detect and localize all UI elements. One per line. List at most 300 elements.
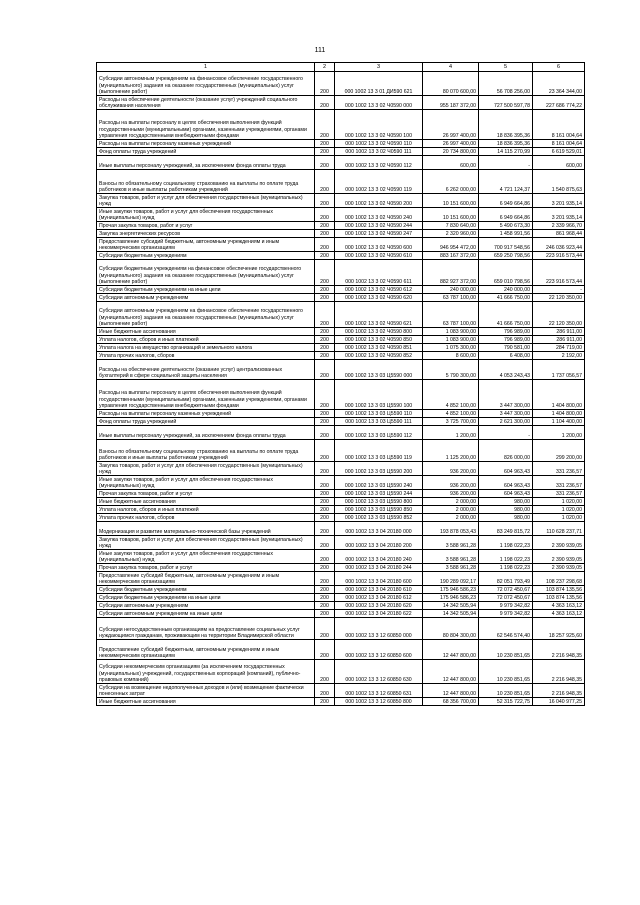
row-code: 200 bbox=[315, 222, 335, 230]
row-unexecuted-amount: 284 719,00 bbox=[533, 344, 585, 352]
table-row bbox=[97, 618, 585, 640]
row-description: Расходы на выплаты персоналу казенных учреждений bbox=[97, 410, 315, 418]
row-approved-amount: 4 852 100,00 bbox=[423, 380, 479, 410]
table-row bbox=[97, 698, 585, 706]
table-row bbox=[97, 140, 585, 148]
row-classification-code: 000 1002 13 3 02 Ч0590 244 bbox=[335, 222, 423, 230]
row-executed-amount: 18 836 395,36 bbox=[479, 140, 533, 148]
row-classification-code: 000 1002 13 3 12 60850 600 bbox=[335, 640, 423, 660]
row-code: 200 bbox=[315, 110, 335, 140]
table-row bbox=[97, 328, 585, 336]
row-approved-amount: 936 200,00 bbox=[423, 462, 479, 476]
row-executed-amount: 1 198 022,23 bbox=[479, 564, 533, 572]
table-row bbox=[97, 610, 585, 618]
row-description: Модернизация и развитие материально-технической базы учреждений bbox=[97, 522, 315, 536]
row-classification-code: 000 1002 13 3 02 Ч0590 851 bbox=[335, 344, 423, 352]
row-classification-code: 000 1002 13 3 03 Ц5590 800 bbox=[335, 498, 423, 506]
row-code: 200 bbox=[315, 564, 335, 572]
row-description: Субсидии негосударственным организациям на предоставление социальных услуг нуждающимся гражданам, проживающим на территории Владимирской области bbox=[97, 618, 315, 640]
row-unexecuted-amount: 3 201 935,14 bbox=[533, 208, 585, 222]
row-classification-code: 000 1002 13 3 04 20180 612 bbox=[335, 594, 423, 602]
row-classification-code: 000 1002 13 3 04 20180 610 bbox=[335, 586, 423, 594]
row-executed-amount: 604 963,43 bbox=[479, 462, 533, 476]
row-executed-amount: 83 249 815,72 bbox=[479, 522, 533, 536]
row-approved-amount: 936 200,00 bbox=[423, 476, 479, 490]
row-executed-amount: 18 836 395,36 bbox=[479, 110, 533, 140]
row-code: 200 bbox=[315, 208, 335, 222]
row-unexecuted-amount: 223 916 573,44 bbox=[533, 260, 585, 286]
row-unexecuted-amount: 2 390 939,05 bbox=[533, 536, 585, 550]
row-code: 200 bbox=[315, 410, 335, 418]
row-executed-amount: 1 198 022,23 bbox=[479, 550, 533, 564]
row-unexecuted-amount: 103 874 135,56 bbox=[533, 586, 585, 594]
row-code: 200 bbox=[315, 96, 335, 110]
row-description: Закупка товаров, работ и услуг для обеспечения государственных (муниципальных) нужд bbox=[97, 536, 315, 550]
row-unexecuted-amount: 108 237 298,68 bbox=[533, 572, 585, 586]
row-code: 200 bbox=[315, 462, 335, 476]
row-description: Уплата налогов, сборов и иных платежей bbox=[97, 336, 315, 344]
table-row bbox=[97, 498, 585, 506]
row-description: Субсидии некоммерческим организациям (за исключением государственных (муниципальных) учреждений, государственных корпораций (компаний), публично-правовых компаний) bbox=[97, 660, 315, 684]
row-executed-amount: 2 621 300,00 bbox=[479, 418, 533, 426]
row-code: 200 bbox=[315, 498, 335, 506]
row-approved-amount: 600,00 bbox=[423, 156, 479, 170]
row-description: Субсидии бюджетным учреждениям bbox=[97, 586, 315, 594]
row-executed-amount: 604 963,43 bbox=[479, 476, 533, 490]
row-code: 200 bbox=[315, 302, 335, 328]
row-code: 200 bbox=[315, 506, 335, 514]
row-unexecuted-amount: 103 874 135,56 bbox=[533, 594, 585, 602]
row-unexecuted-amount: 861 968,44 bbox=[533, 230, 585, 238]
row-code: 200 bbox=[315, 550, 335, 564]
table-row bbox=[97, 572, 585, 586]
table-row bbox=[97, 506, 585, 514]
row-code: 200 bbox=[315, 260, 335, 286]
row-approved-amount: 882 927 372,00 bbox=[423, 260, 479, 286]
row-executed-amount: 6 408,00 bbox=[479, 352, 533, 360]
row-executed-amount: 56 708 256,00 bbox=[479, 72, 533, 96]
row-code: 200 bbox=[315, 170, 335, 194]
table-row bbox=[97, 230, 585, 238]
row-approved-amount: 175 946 586,23 bbox=[423, 586, 479, 594]
row-approved-amount: 1 200,00 bbox=[423, 426, 479, 440]
row-description: Прочая закупка товаров, работ и услуг bbox=[97, 222, 315, 230]
row-approved-amount: 1 083 900,00 bbox=[423, 336, 479, 344]
row-executed-amount: 3 447 300,00 bbox=[479, 410, 533, 418]
row-classification-code: 000 1002 13 3 03 Ц5590 119 bbox=[335, 440, 423, 462]
row-classification-code: 000 1002 13 3 02 Ч0590 600 bbox=[335, 238, 423, 252]
row-classification-code: 000 1002 13 3 02 Ч0590 620 bbox=[335, 294, 423, 302]
row-executed-amount: 1 198 022,23 bbox=[479, 536, 533, 550]
row-approved-amount: 6 262 000,00 bbox=[423, 170, 479, 194]
row-executed-amount: 14 115 270,99 bbox=[479, 148, 533, 156]
row-unexecuted-amount: 286 911,00 bbox=[533, 328, 585, 336]
row-executed-amount: - bbox=[479, 156, 533, 170]
table-row bbox=[97, 286, 585, 294]
row-classification-code: 000 1002 13 3 04 20180 622 bbox=[335, 610, 423, 618]
row-approved-amount: 5 790 300,00 bbox=[423, 360, 479, 380]
row-unexecuted-amount: 2 216 948,35 bbox=[533, 660, 585, 684]
row-unexecuted-amount: 1 104 400,00 bbox=[533, 418, 585, 426]
budget-table bbox=[96, 62, 585, 706]
table-row bbox=[97, 380, 585, 410]
row-approved-amount: 20 734 800,00 bbox=[423, 148, 479, 156]
row-approved-amount: 175 946 586,23 bbox=[423, 594, 479, 602]
row-description: Взносы по обязательному социальному страхованию на выплаты по оплате труда работников и иные выплаты работникам учреждений bbox=[97, 170, 315, 194]
table-row bbox=[97, 418, 585, 426]
row-approved-amount: 190 289 092,17 bbox=[423, 572, 479, 586]
row-code: 200 bbox=[315, 522, 335, 536]
table-row bbox=[97, 522, 585, 536]
row-approved-amount: 12 447 800,00 bbox=[423, 660, 479, 684]
row-classification-code: 000 1002 13 3 03 Ц5590 100 bbox=[335, 380, 423, 410]
row-code: 200 bbox=[315, 476, 335, 490]
table-row bbox=[97, 476, 585, 490]
row-executed-amount: 6 949 664,86 bbox=[479, 208, 533, 222]
row-code: 200 bbox=[315, 286, 335, 294]
table-row bbox=[97, 602, 585, 610]
row-description: Субсидии бюджетным учреждениям на иные цели bbox=[97, 286, 315, 294]
row-classification-code: 000 1002 13 3 02 Ч0590 852 bbox=[335, 352, 423, 360]
row-code: 200 bbox=[315, 230, 335, 238]
row-executed-amount: 980,00 bbox=[479, 514, 533, 522]
table-row bbox=[97, 550, 585, 564]
row-unexecuted-amount: 600,00 bbox=[533, 156, 585, 170]
row-description: Уплата налогов, сборов и иных платежей bbox=[97, 506, 315, 514]
table-row bbox=[97, 72, 585, 96]
table-row bbox=[97, 684, 585, 698]
row-classification-code: 000 1002 13 3 04 20180 000 bbox=[335, 522, 423, 536]
row-executed-amount: - bbox=[479, 426, 533, 440]
row-description: Фонд оплаты труда учреждений bbox=[97, 418, 315, 426]
row-executed-amount: 9 979 342,82 bbox=[479, 610, 533, 618]
row-unexecuted-amount: 1 540 875,63 bbox=[533, 170, 585, 194]
row-executed-amount: 659 250 798,56 bbox=[479, 252, 533, 260]
table-row bbox=[97, 194, 585, 208]
row-description: Субсидии бюджетным учреждениям на иные цели bbox=[97, 594, 315, 602]
row-approved-amount: 1 075 300,00 bbox=[423, 344, 479, 352]
row-unexecuted-amount: 23 364 344,00 bbox=[533, 72, 585, 96]
row-description: Расходы на выплаты персоналу в целях обеспечения выполнения функций государственными (муниципальными) органами, казенными учреждениями, органами управления государственными внебюджетными фондами bbox=[97, 110, 315, 140]
row-code: 200 bbox=[315, 194, 335, 208]
row-unexecuted-amount: 6 619 529,01 bbox=[533, 148, 585, 156]
row-code: 200 bbox=[315, 380, 335, 410]
table-row bbox=[97, 594, 585, 602]
row-code: 200 bbox=[315, 610, 335, 618]
row-approved-amount: 240 000,00 bbox=[423, 286, 479, 294]
row-description: Предоставление субсидий бюджетным, автономным учреждениям и иным некоммерческим организациям bbox=[97, 640, 315, 660]
row-classification-code: 000 1002 13 3 02 Ч0590 800 bbox=[335, 328, 423, 336]
row-classification-code: 000 1002 13 3 02 Ч0590 119 bbox=[335, 170, 423, 194]
row-description: Фонд оплаты труда учреждений bbox=[97, 148, 315, 156]
row-approved-amount: 8 600,00 bbox=[423, 352, 479, 360]
row-executed-amount: 700 917 548,56 bbox=[479, 238, 533, 252]
row-executed-amount: 790 581,00 bbox=[479, 344, 533, 352]
row-unexecuted-amount: 8 161 004,64 bbox=[533, 110, 585, 140]
table-row bbox=[97, 170, 585, 194]
table-row bbox=[97, 564, 585, 572]
row-unexecuted-amount: 1 020,00 bbox=[533, 506, 585, 514]
row-unexecuted-amount: 246 036 923,44 bbox=[533, 238, 585, 252]
row-unexecuted-amount: 8 161 004,64 bbox=[533, 140, 585, 148]
row-approved-amount: 3 588 961,28 bbox=[423, 564, 479, 572]
row-code: 200 bbox=[315, 140, 335, 148]
row-approved-amount: 3 588 961,28 bbox=[423, 550, 479, 564]
row-classification-code: 000 1002 13 3 12 60850 631 bbox=[335, 684, 423, 698]
row-description: Уплата прочих налогов, сборов bbox=[97, 514, 315, 522]
row-description: Субсидии автономным учреждениям bbox=[97, 602, 315, 610]
row-executed-amount: 6 949 664,86 bbox=[479, 194, 533, 208]
table-row bbox=[97, 260, 585, 286]
row-code: 200 bbox=[315, 294, 335, 302]
row-approved-amount: 3 588 961,28 bbox=[423, 536, 479, 550]
row-description: Иные бюджетные ассигнования bbox=[97, 328, 315, 336]
header-cell: 4 bbox=[423, 63, 479, 72]
row-executed-amount: 4 053 243,43 bbox=[479, 360, 533, 380]
row-unexecuted-amount: 2 390 939,05 bbox=[533, 564, 585, 572]
row-description: Субсидии автономным учреждениям на финансовое обеспечение государственного (муниципального) задания на оказание государственных (муниципальных) услуг (выполнение работ) bbox=[97, 72, 315, 96]
row-code: 200 bbox=[315, 426, 335, 440]
row-unexecuted-amount: 1 020,00 bbox=[533, 498, 585, 506]
row-executed-amount: 980,00 bbox=[479, 498, 533, 506]
row-description: Закупка товаров, работ и услуг для обеспечения государственных (муниципальных) нужд bbox=[97, 194, 315, 208]
row-approved-amount: 3 725 700,00 bbox=[423, 418, 479, 426]
row-approved-amount: 10 151 600,00 bbox=[423, 208, 479, 222]
row-unexecuted-amount: 4 363 163,12 bbox=[533, 602, 585, 610]
row-code: 200 bbox=[315, 594, 335, 602]
row-code: 200 bbox=[315, 660, 335, 684]
row-classification-code: 000 1002 13 3 03 Ц5590 111 bbox=[335, 418, 423, 426]
row-classification-code: 000 1002 13 3 02 Ч0590 000 bbox=[335, 96, 423, 110]
row-description: Субсидии бюджетным учреждениям bbox=[97, 252, 315, 260]
row-executed-amount: 604 963,43 bbox=[479, 490, 533, 498]
table-row bbox=[97, 660, 585, 684]
row-description: Уплата налога на имущество организаций и земельного налога bbox=[97, 344, 315, 352]
table-row bbox=[97, 222, 585, 230]
row-approved-amount: 1 083 900,00 bbox=[423, 328, 479, 336]
row-description: Расходы на обеспечение деятельности (оказание услуг) учреждений социального обслуживания населения bbox=[97, 96, 315, 110]
row-description: Иные выплаты персоналу учреждений, за исключением фонда оплаты труда bbox=[97, 426, 315, 440]
row-approved-amount: 12 447 800,00 bbox=[423, 640, 479, 660]
row-classification-code: 000 1002 13 3 12 60850 630 bbox=[335, 660, 423, 684]
row-code: 200 bbox=[315, 360, 335, 380]
row-approved-amount: 7 830 640,00 bbox=[423, 222, 479, 230]
row-executed-amount: 10 230 851,65 bbox=[479, 684, 533, 698]
row-description: Иные закупки товаров, работ и услуг для обеспечения государственных (муниципальных) нужд bbox=[97, 208, 315, 222]
row-description: Субсидии бюджетным учреждениям на финансовое обеспечение государственного (муниципального) задания на оказание государственных (муниципальных) услуг (выполнение работ) bbox=[97, 260, 315, 286]
row-description: Иные закупки товаров, работ и услуг для обеспечения государственных (муниципальных) нужд bbox=[97, 476, 315, 490]
row-code: 200 bbox=[315, 72, 335, 96]
row-classification-code: 000 1002 13 3 02 Ч0590 612 bbox=[335, 286, 423, 294]
table-row bbox=[97, 336, 585, 344]
row-unexecuted-amount: 227 686 774,22 bbox=[533, 96, 585, 110]
row-executed-amount: 727 500 597,78 bbox=[479, 96, 533, 110]
row-description: Закупка энергетических ресурсов bbox=[97, 230, 315, 238]
row-description: Прочая закупка товаров, работ и услуг bbox=[97, 564, 315, 572]
row-unexecuted-amount: 1 020,00 bbox=[533, 514, 585, 522]
row-classification-code: 000 1002 13 3 02 Ч0590 850 bbox=[335, 336, 423, 344]
row-unexecuted-amount: 331 236,57 bbox=[533, 490, 585, 498]
row-approved-amount: 2 320 960,00 bbox=[423, 230, 479, 238]
row-approved-amount: 80 070 600,00 bbox=[423, 72, 479, 96]
row-code: 200 bbox=[315, 698, 335, 706]
row-code: 200 bbox=[315, 148, 335, 156]
row-classification-code: 000 1002 13 3 02 Ч0590 110 bbox=[335, 140, 423, 148]
row-unexecuted-amount: 22 120 350,00 bbox=[533, 302, 585, 328]
row-approved-amount: 936 200,00 bbox=[423, 490, 479, 498]
row-code: 200 bbox=[315, 336, 335, 344]
row-classification-code: 000 1002 13 3 02 Ч0590 240 bbox=[335, 208, 423, 222]
table-row bbox=[97, 344, 585, 352]
row-description: Расходы на выплаты персоналу в целях обеспечения выполнения функций государственными (муниципальными) органами, казенными учреждениями, органами управления государственными внебюджетными фондами bbox=[97, 380, 315, 410]
row-classification-code: 000 1002 13 3 02 Ч0590 621 bbox=[335, 302, 423, 328]
row-code: 200 bbox=[315, 352, 335, 360]
row-code: 200 bbox=[315, 586, 335, 594]
row-executed-amount: 41 666 750,00 bbox=[479, 302, 533, 328]
row-classification-code: 000 1002 13 3 03 Ц5590 200 bbox=[335, 462, 423, 476]
row-unexecuted-amount: 2 216 948,35 bbox=[533, 640, 585, 660]
row-approved-amount: 2 000,00 bbox=[423, 506, 479, 514]
row-code: 200 bbox=[315, 514, 335, 522]
row-unexecuted-amount: 286 911,00 bbox=[533, 336, 585, 344]
row-description: Иные бюджетные ассигнования bbox=[97, 698, 315, 706]
row-executed-amount: 52 315 722,75 bbox=[479, 698, 533, 706]
row-classification-code: 000 1002 13 3 02 Ч0590 200 bbox=[335, 194, 423, 208]
table-row bbox=[97, 110, 585, 140]
table-row bbox=[97, 148, 585, 156]
row-unexecuted-amount: 331 236,57 bbox=[533, 476, 585, 490]
row-classification-code: 000 1002 13 3 02 Ч0590 611 bbox=[335, 260, 423, 286]
row-description: Субсидии на возмещение недополученных доходов и (или) возмещение фактически понесенных затрат bbox=[97, 684, 315, 698]
row-classification-code: 000 1002 13 3 04 20180 620 bbox=[335, 602, 423, 610]
row-code: 200 bbox=[315, 536, 335, 550]
table-row bbox=[97, 514, 585, 522]
row-executed-amount: 62 546 574,40 bbox=[479, 618, 533, 640]
row-unexecuted-amount: 110 628 237,71 bbox=[533, 522, 585, 536]
row-approved-amount: 26 997 400,00 bbox=[423, 110, 479, 140]
table-row bbox=[97, 360, 585, 380]
row-unexecuted-amount: 2 339 966,70 bbox=[533, 222, 585, 230]
table-row bbox=[97, 302, 585, 328]
row-classification-code: 000 1002 13 3 03 Ц5590 240 bbox=[335, 476, 423, 490]
row-approved-amount: 26 997 400,00 bbox=[423, 140, 479, 148]
row-code: 200 bbox=[315, 344, 335, 352]
table-row bbox=[97, 208, 585, 222]
row-approved-amount: 68 356 700,00 bbox=[423, 698, 479, 706]
row-description: Иные бюджетные ассигнования bbox=[97, 498, 315, 506]
row-code: 200 bbox=[315, 640, 335, 660]
table-row bbox=[97, 96, 585, 110]
row-unexecuted-amount: 331 236,57 bbox=[533, 462, 585, 476]
row-approved-amount: 80 804 300,00 bbox=[423, 618, 479, 640]
table-row bbox=[97, 640, 585, 660]
header-row bbox=[97, 63, 585, 72]
table-row bbox=[97, 426, 585, 440]
row-executed-amount: 1 458 991,56 bbox=[479, 230, 533, 238]
row-executed-amount: 10 230 851,65 bbox=[479, 660, 533, 684]
row-approved-amount: 1 125 200,00 bbox=[423, 440, 479, 462]
row-executed-amount: 9 979 342,82 bbox=[479, 602, 533, 610]
row-unexecuted-amount: - bbox=[533, 286, 585, 294]
row-classification-code: 000 1002 13 3 04 20180 600 bbox=[335, 572, 423, 586]
row-unexecuted-amount: 1 404 800,00 bbox=[533, 380, 585, 410]
row-description: Расходы на выплаты персоналу казенных учреждений bbox=[97, 140, 315, 148]
header-cell: 5 bbox=[479, 63, 533, 72]
row-description: Уплата прочих налогов, сборов bbox=[97, 352, 315, 360]
row-description: Субсидии автономным учреждениям на иные цели bbox=[97, 610, 315, 618]
row-classification-code: 000 1002 13 3 02 Ч0590 112 bbox=[335, 156, 423, 170]
table-row bbox=[97, 536, 585, 550]
table-row bbox=[97, 156, 585, 170]
row-unexecuted-amount: 223 916 573,44 bbox=[533, 252, 585, 260]
row-approved-amount: 10 151 600,00 bbox=[423, 194, 479, 208]
row-approved-amount: 2 000,00 bbox=[423, 514, 479, 522]
row-executed-amount: 72 072 450,67 bbox=[479, 586, 533, 594]
row-unexecuted-amount: 1 737 056,57 bbox=[533, 360, 585, 380]
row-approved-amount: 946 954 472,00 bbox=[423, 238, 479, 252]
row-approved-amount: 63 787 100,00 bbox=[423, 302, 479, 328]
row-classification-code: 000 1002 13 3 03 Ц5590 110 bbox=[335, 410, 423, 418]
table-row bbox=[97, 410, 585, 418]
table-row bbox=[97, 462, 585, 476]
row-description: Прочая закупка товаров, работ и услуг bbox=[97, 490, 315, 498]
row-classification-code: 000 1002 13 3 04 20180 244 bbox=[335, 564, 423, 572]
row-unexecuted-amount: 3 201 935,14 bbox=[533, 194, 585, 208]
row-approved-amount: 14 342 505,94 bbox=[423, 610, 479, 618]
row-classification-code: 000 1002 13 3 02 Ч0590 610 bbox=[335, 252, 423, 260]
row-description: Субсидии автономным учреждениям bbox=[97, 294, 315, 302]
table-row bbox=[97, 294, 585, 302]
row-unexecuted-amount: 4 363 163,12 bbox=[533, 610, 585, 618]
page-number: 111 bbox=[314, 47, 326, 54]
row-code: 200 bbox=[315, 328, 335, 336]
row-classification-code: 000 1002 13 3 02 Ч0590 111 bbox=[335, 148, 423, 156]
row-unexecuted-amount: 2 216 948,35 bbox=[533, 684, 585, 698]
row-description: Расходы на обеспечение деятельности (оказание услуг) централизованных бухгалтерий в сфере социальной защиты населения bbox=[97, 360, 315, 380]
table-row bbox=[97, 490, 585, 498]
table-row bbox=[97, 440, 585, 462]
row-classification-code: 000 1002 13 3 12 60850 000 bbox=[335, 618, 423, 640]
row-classification-code: 000 1002 13 3 01 ДИ590 621 bbox=[335, 72, 423, 96]
header-cell: 6 bbox=[533, 63, 585, 72]
row-description: Закупка товаров, работ и услуг для обеспечения государственных (муниципальных) нужд bbox=[97, 462, 315, 476]
row-code: 200 bbox=[315, 572, 335, 586]
row-code: 200 bbox=[315, 490, 335, 498]
table-row bbox=[97, 586, 585, 594]
row-classification-code: 000 1002 13 3 03 Ц5590 244 bbox=[335, 490, 423, 498]
row-executed-amount: 4 721 124,37 bbox=[479, 170, 533, 194]
row-executed-amount: 10 230 851,65 bbox=[479, 640, 533, 660]
header-cell: 2 bbox=[315, 63, 335, 72]
row-unexecuted-amount: 2 390 939,05 bbox=[533, 550, 585, 564]
row-executed-amount: 41 666 750,00 bbox=[479, 294, 533, 302]
row-approved-amount: 193 878 053,43 bbox=[423, 522, 479, 536]
row-code: 200 bbox=[315, 684, 335, 698]
row-approved-amount: 12 447 800,00 bbox=[423, 684, 479, 698]
row-unexecuted-amount: 2 192,00 bbox=[533, 352, 585, 360]
row-code: 200 bbox=[315, 618, 335, 640]
row-classification-code: 000 1002 13 3 02 Ч0590 247 bbox=[335, 230, 423, 238]
row-executed-amount: 240 000,00 bbox=[479, 286, 533, 294]
row-unexecuted-amount: 22 120 350,00 bbox=[533, 294, 585, 302]
row-executed-amount: 826 000,00 bbox=[479, 440, 533, 462]
row-approved-amount: 955 187 372,00 bbox=[423, 96, 479, 110]
row-code: 200 bbox=[315, 440, 335, 462]
row-description: Иные закупки товаров, работ и услуг для обеспечения государственных (муниципальных) нужд bbox=[97, 550, 315, 564]
row-description: Иные выплаты персоналу учреждений, за исключением фонда оплаты труда bbox=[97, 156, 315, 170]
row-classification-code: 000 1002 13 3 04 20180 200 bbox=[335, 536, 423, 550]
row-classification-code: 000 1002 13 3 03 Ц5590 850 bbox=[335, 506, 423, 514]
